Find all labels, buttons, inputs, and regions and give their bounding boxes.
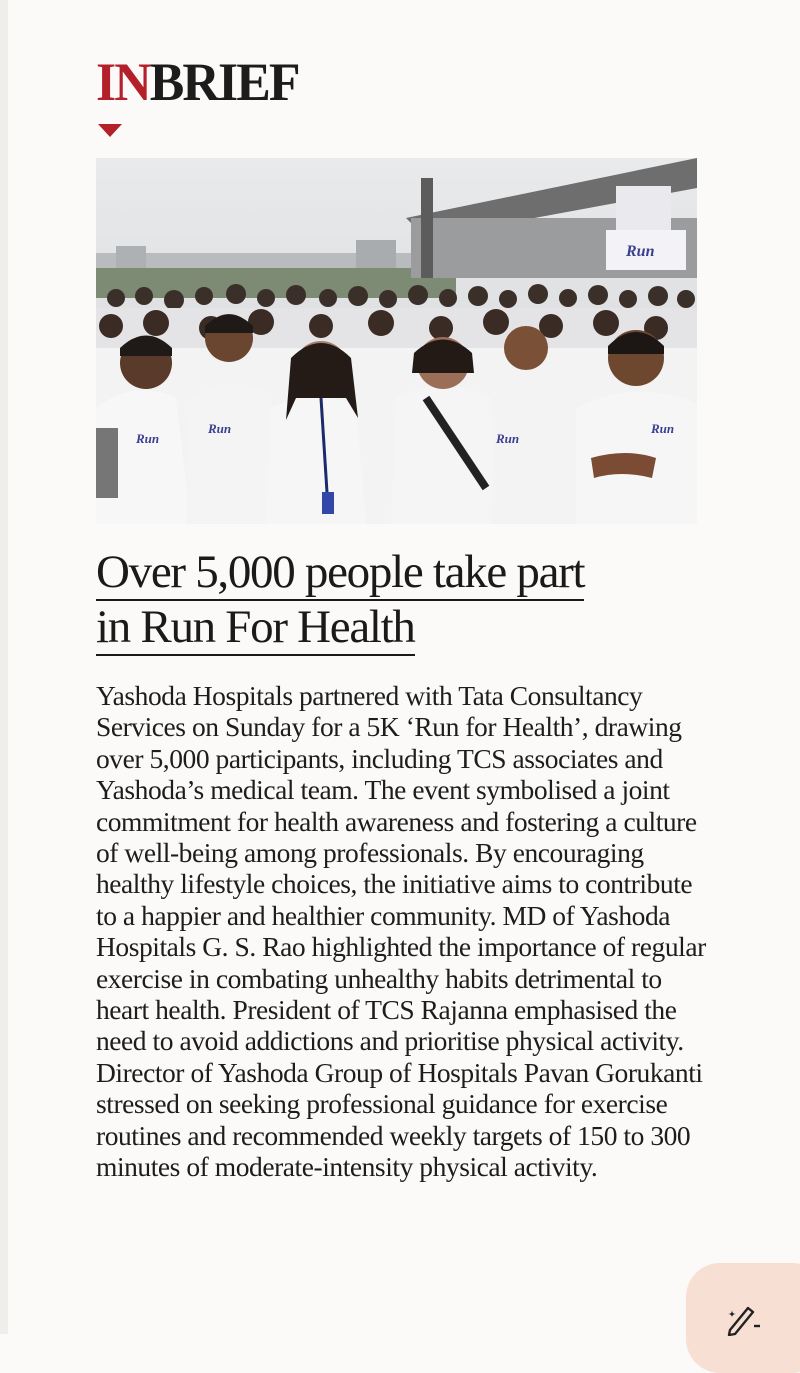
section-label-accent: IN	[96, 52, 150, 112]
page-edge	[0, 0, 8, 1334]
article-headline	[96, 546, 736, 656]
section-label-inbrief	[96, 52, 299, 112]
section-label-rest: BRIEF	[149, 52, 299, 112]
article-body: Yashoda Hospitals partnered with Tata Consultancy Services on Sunday for a 5K ‘Run for Health’, drawing over 5,000 participants, including TCS associates and Yashoda’s medical team. The event symbolised a joint commitment for health awareness and fostering a culture of well-being among professionals. By encouraging healthy lifestyle choices, the initiative aims to contribute to a happier and healthier community. MD of Yashoda Hospitals G. S. Rao highlighted the importance of regular exercise in combating unhealthy habits detrimental to heart health. President of TCS Rajanna emphasised the need to avoid addictions and prioritise physical activity. Director of Yashoda Group of Hospitals Pavan Gorukanti stressed on seeking professional guidance for exercise routines and recommended weekly targets of 150 to 300 minutes of moderate-intensity physical activity.	[96, 680, 706, 1183]
section-marker-triangle-icon	[98, 124, 122, 137]
headline-line-2: in Run For Health	[96, 601, 415, 656]
svg-text:Run: Run	[651, 421, 675, 436]
svg-text:Run: Run	[136, 431, 160, 446]
svg-text:Run: Run	[496, 431, 520, 446]
svg-text:Run: Run	[208, 421, 232, 436]
headline-line-1: Over 5,000 people take part	[96, 546, 584, 601]
article-photo	[96, 158, 697, 524]
pencil-sparkle-icon[interactable]	[726, 1300, 762, 1336]
photo-banner-text: Run	[626, 243, 655, 260]
